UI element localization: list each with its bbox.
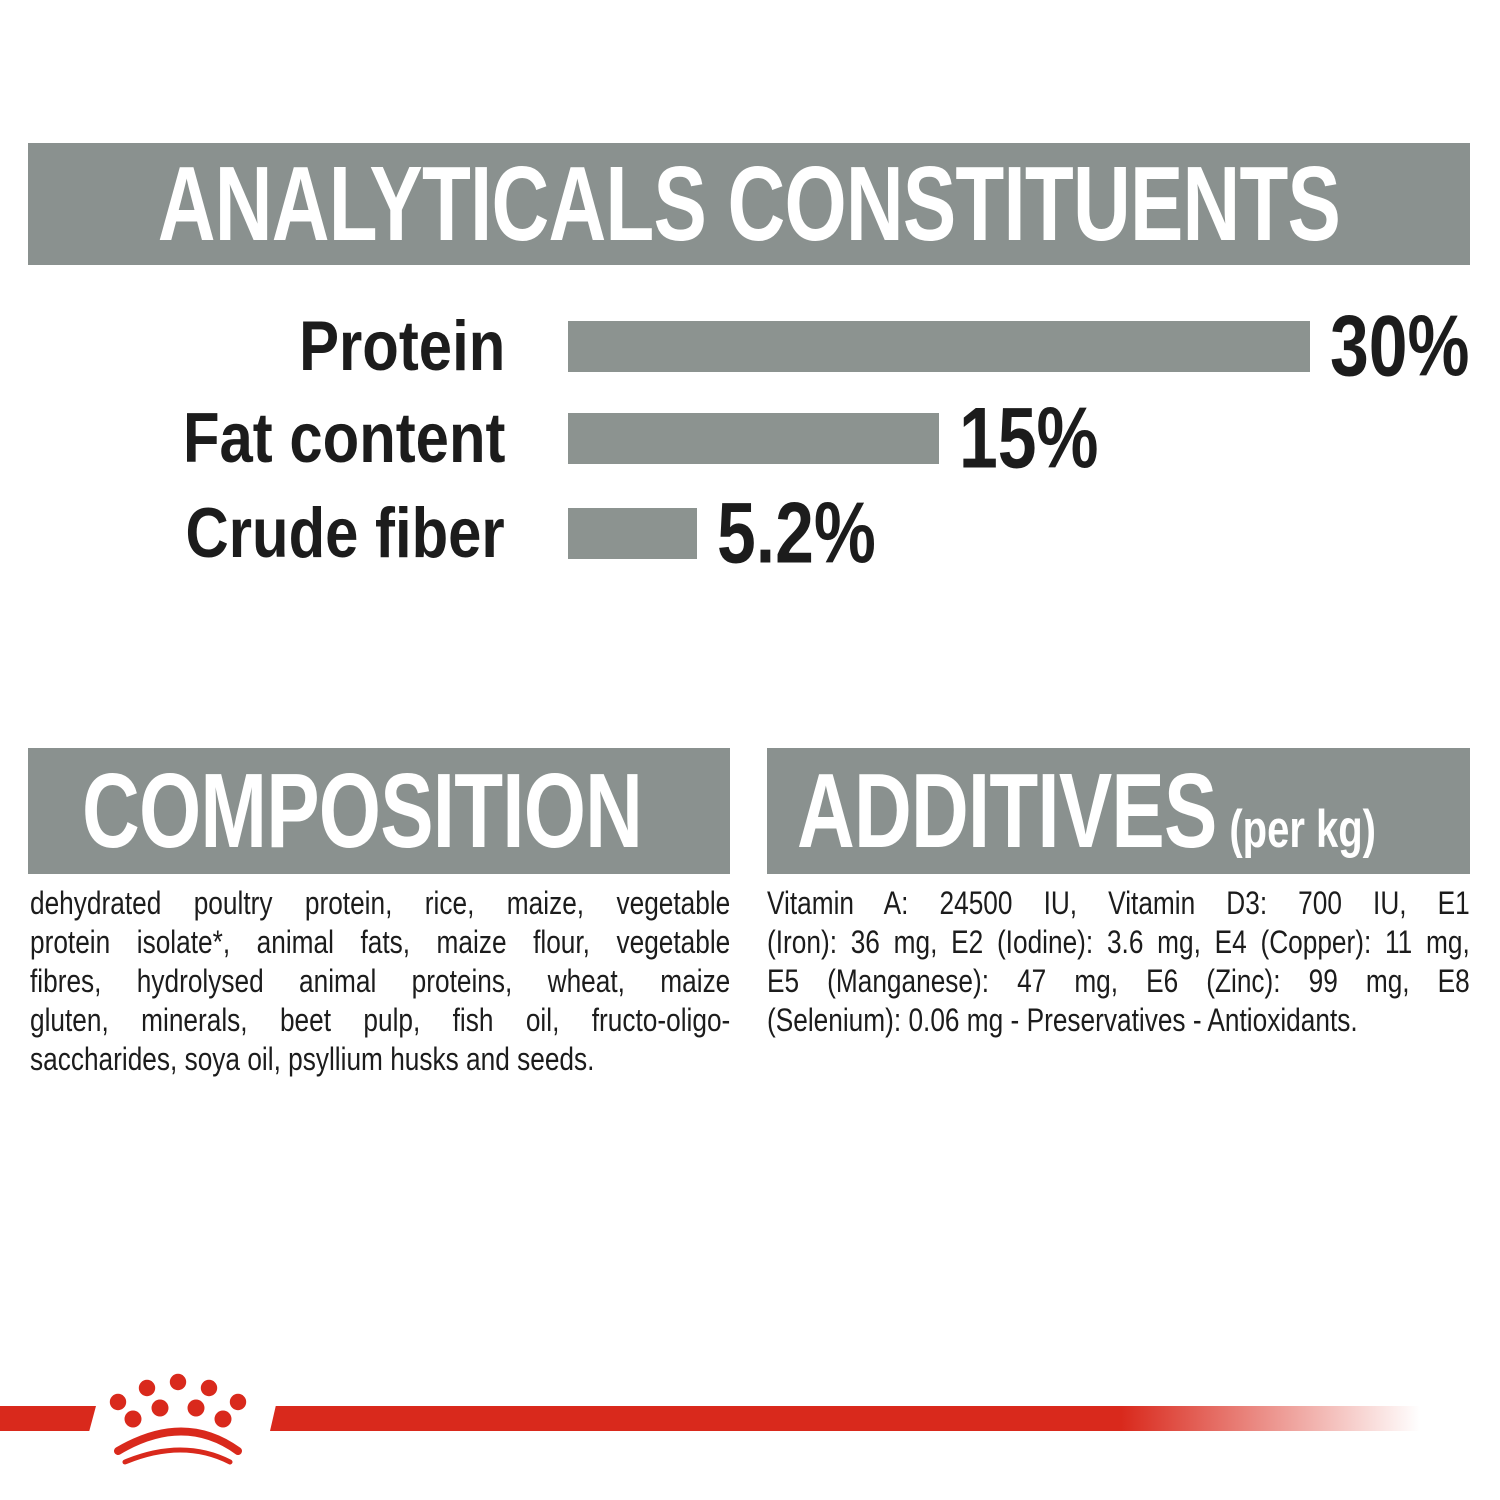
chart-row-fat-content [0,390,1500,487]
text-line: dehydrated poultry protein, rice, maize, vegetable [30,885,731,921]
text-line: saccharides, soya oil, psyllium husks and seeds. [30,1041,595,1077]
bar-protein [568,321,1310,372]
bar-value-fat-content: 15% [959,390,1099,487]
bar-crude-fiber [568,508,697,559]
additives-text [767,884,1470,1040]
text-line: (Selenium): 0.06 mg - Preservatives - Antioxidants. [767,1002,1358,1038]
additives-title: ADDITIVES [797,751,1217,870]
chart-row-protein [0,298,1500,395]
bar-label-crude-fiber: Crude fiber [185,493,505,573]
footer-red-band-right [270,1406,1420,1431]
additives-title-suffix: (per kg) [1229,798,1377,859]
bar-value-protein: 30% [1330,298,1470,395]
analyticals-constituents-title: ANALYTICALS CONSTITUENTS [157,144,1341,263]
text-line: Vitamin A: 24500 IU, Vitamin D3: 700 IU, E1 [767,885,1470,921]
bar-value-crude-fiber: 5.2% [717,485,876,582]
composition-title: COMPOSITION [82,751,643,870]
bar-label-protein: Protein [298,306,505,386]
bar-fat-content [568,413,939,464]
text-line: fibres, hydrolysed animal proteins, wheat, maize [30,963,731,999]
bar-label-fat-content: Fat content [182,398,505,478]
chart-row-crude-fiber [0,485,1500,582]
composition-header [28,748,730,874]
additives-header [767,748,1470,874]
analyticals-constituents-header [28,143,1470,265]
footer-red-band-left [0,1406,96,1431]
text-line: (Iron): 36 mg, E2 (Iodine): 3.6 mg, E4 (Copper): 11 mg, [767,924,1470,960]
text-line: E5 (Manganese): 47 mg, E6 (Zinc): 99 mg, E8 [767,963,1470,999]
royal-canin-crown-icon [103,1372,253,1467]
text-line: gluten, minerals, beet pulp, fish oil, fructo-oligo- [30,1002,731,1038]
composition-text [30,884,730,1079]
text-line: protein isolate*, animal fats, maize flour, vegetable [30,924,731,960]
